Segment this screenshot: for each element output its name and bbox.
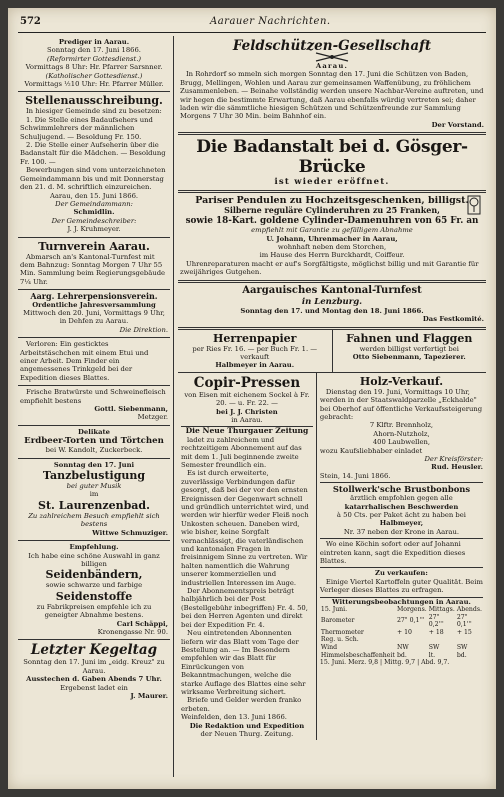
ad-line: 7 Klftr. Brennholz, — [369, 421, 434, 430]
right-column — [178, 36, 486, 777]
ad-line: 400 Laubwellen, — [372, 438, 431, 447]
table-cell: Barometer — [320, 617, 355, 625]
table-header-row — [320, 606, 483, 614]
ad-line: Vormittags 8 Uhr: Hr. Pfarrer Sarsnner. — [25, 63, 163, 72]
ad-line: Briefe und Gelder werden franko erbeten. — [181, 696, 302, 713]
ad-line: (Katholischer Gottesdienst.) — [45, 71, 143, 80]
ad-text: Verloren: Ein gesticktes Arbeitstäschchen mit einem Etui und einer Arbeit. Dem Finder ein angemessenes Trinkgeld bei der Expedition dieses Blattes. — [20, 340, 149, 382]
running-header — [20, 16, 484, 30]
ad-line: Einige Viertel Kartoffeln guter Qualität. Beim Verleger dieses Blattes zu erfragen. — [319, 577, 483, 595]
ad-bratwurst — [18, 386, 170, 426]
table-cell: 27" 0,2''' — [428, 613, 444, 629]
table-cell — [456, 636, 483, 644]
newspaper-page — [8, 8, 496, 789]
ad-line: empfiehlt mit Garantie zu gefälligem Abnahme — [251, 226, 413, 235]
ad-line: à 50 Cts. per Paket ächt zu haben bei — [336, 511, 466, 519]
table-cell: Reg. u. Sch. — [320, 636, 359, 644]
ad-line: im — [89, 490, 99, 499]
ad-line: Zu zahlreichem Besuch empfiehlt sich bestens — [28, 511, 160, 529]
weather-title: Witterungsbeobachtungen in Aarau. — [332, 597, 471, 606]
ad-title: Prediger in Aarau. — [58, 38, 130, 46]
header-rule — [18, 32, 486, 33]
ad-title: Empfehlung. — [69, 543, 119, 552]
table-row — [320, 629, 483, 637]
ad-line: Sonntag den 17. Juni 1866. — [47, 46, 141, 55]
ad-line: bei W. Kandolt, Zuckerbeck. — [45, 446, 143, 455]
ad-line: Uhrenreparaturen macht er auf's Sorgfältigste, möglichst billig und mit Garantie für zweijähriges Gutgehen. — [180, 259, 479, 277]
crossed-rifles-icon-row — [180, 52, 484, 62]
ad-lehrerpensionsverein — [18, 290, 170, 338]
ad-sermons — [18, 36, 170, 92]
ad-line: Der Abonnementspreis beträgt halbjährlich bei der Post (Bestellgebühr inbegriffen) Fr. 4. 50, bei den Herren Agenten und direkt bei der Expedition Fr. 4. — [181, 587, 308, 629]
ad-line: Sonntag den 17. Juni — [53, 460, 135, 469]
ad-line: Sonntag den 17. und Montag den 18. Juni 1866. — [240, 306, 424, 315]
ad-line: (Reformirter Gottesdienst.) — [46, 54, 142, 63]
ad-title: Die Neue Thurgauer Zeitung — [185, 426, 309, 436]
ad-title: Seidenbändern, — [45, 568, 143, 582]
table-cell: + 10 — [396, 628, 412, 636]
ad-line: Kronengasse Nr. 90. — [97, 627, 168, 636]
ad-signature: U. Johann, Uhrenmacher in Aarau, — [266, 234, 398, 243]
ad-text: In Rohrdorf so mmeln sich morgen Sonntag den 17. Juni die Schützen von Baden, Brugg, Mellingen, Wohlen und Aarau zur gemeinsamen Waffenübung, zu fröhlichem Zusammenleben. — Beinahe vollständig werden unsere Nachbar-Vereine auftreten, und wir hegen die bestimmte Erwartung, daß Aarau ebenfalls würdig vertreten sei; daher laden wir die sämmtliche hiesigen Schützen und Schützenfreunde zur Sammlung Morgens 7 Uhr 30 Min. beim Bahnhof ein. — [180, 70, 484, 121]
page-number: 572 — [20, 16, 41, 27]
ad-title: Aargauisches Kantonal-Turnfest — [242, 284, 422, 296]
ad-title: Letzter Kegeltag — [30, 642, 158, 659]
table-row — [320, 644, 483, 652]
ad-thurgauer-zeitung — [181, 427, 313, 738]
ad-holzverkauf — [320, 375, 483, 483]
ad-signature: Gottl. Siebenmann, — [94, 405, 168, 414]
table-cell: Wind — [320, 644, 338, 652]
ad-line: Ausstechen d. Gaben Abends 7 Uhr. — [26, 675, 162, 684]
ad-signature: Wittwe Schmuziger. — [92, 528, 168, 537]
weather-table-block — [320, 598, 483, 668]
ad-feldschuetzen — [178, 36, 486, 135]
ad-row-herren-fahnen — [178, 330, 486, 373]
ad-line: Ich habe eine schöne Auswahl in ganz billigen — [28, 551, 160, 568]
ad-title: Erdbeer-Torten und Törtchen — [24, 436, 164, 447]
ad-line: per Ries Fr. 16. — per Buch Fr. 1. — verkauft — [192, 344, 318, 361]
table-cell: SW — [456, 644, 468, 652]
ad-title: Seidenstoffe — [55, 589, 133, 603]
ad-kantonal-turnfest — [178, 283, 486, 330]
ad-line: katarrhalischen Beschwerden — [344, 502, 459, 511]
column-divider — [173, 36, 174, 777]
table-header-cell: Morgens. — [396, 606, 427, 614]
ad-torten — [18, 426, 170, 459]
ad-line: sowie schwarze und farbige — [45, 581, 143, 590]
running-title: Aarauer Nachrichten. — [210, 16, 331, 27]
ad-seide — [18, 541, 170, 640]
ad-badanstalt — [178, 135, 486, 193]
ad-line: Der Gemeindammann: — [55, 199, 133, 208]
ad-kegeltag — [18, 640, 170, 703]
ad-signature: Halbmeyer in Aarau. — [215, 361, 295, 370]
ad-line: Delikate — [78, 427, 110, 436]
ad-line: bei guter Musik — [66, 482, 122, 491]
ad-tanz — [18, 459, 170, 541]
ad-signature: Das Festkomité. — [422, 315, 484, 324]
ad-title: Aarg. Lehrerpensionsverein. — [30, 291, 158, 302]
ad-turnverein — [18, 238, 170, 291]
ad-verloren — [18, 338, 170, 386]
ad-line: Ahorn-Nutzholz, — [373, 429, 430, 438]
ad-signature: Die Direktion. — [119, 325, 168, 334]
ad-line: sowie 18-Kart. goldene Cylinder-Damenuhren von 65 Fr. an — [185, 215, 479, 226]
pendulum-clock-icon — [466, 195, 482, 215]
weather-table — [320, 606, 483, 659]
table-row — [320, 614, 483, 629]
ad-line: Stein, 14. Juni 1866. — [319, 471, 391, 480]
ad-signature: Otto Siebenmann, Tapezierer. — [352, 352, 466, 361]
ad-line: Sonntag den 17. Juni im „eidg. Kreuz" zu Aarau. — [23, 658, 165, 675]
ad-text: Abmarsch an's Kantonal-Turnfest mit dem Bahnzug: Sonntag Morgen 7 Uhr 55 Min. Sammlung beim Regierungsgebäude 7¼ Uhr. — [20, 252, 166, 286]
ad-copirpressen — [181, 375, 313, 428]
ad-line: Frische Bratwürste und Schweinefleisch empfiehlt bestens — [20, 388, 166, 405]
ad-signature: bei J. J. Christen — [216, 407, 278, 416]
ad-stellenausschreibung — [18, 92, 170, 237]
ad-signature: Der Vorstand. — [431, 120, 484, 129]
ad-herrenpapier — [178, 330, 332, 372]
ad-title: Tanzbelustigung — [42, 469, 146, 483]
table-cell — [396, 636, 428, 644]
ad-line: Der Gemeindeschreiber: — [51, 216, 137, 225]
table-cell: + 15 — [456, 628, 472, 636]
ad-line: In hiesiger Gemeinde sind zu besetzen: — [26, 107, 162, 116]
ad-line: Der Kreisförster: — [424, 454, 483, 463]
ad-line: von Eisen mit eichenem Sockel à Fr. 20. — u. Fr. 22. — — [184, 390, 310, 408]
ad-title: Pariser Pendulen zu Hochzeitsgeschenken, billigst. — [195, 195, 469, 207]
ad-line: 2. Die Stelle einer Aufseherin über die Badanstalt für die Mädchen. — Besoldung Fr. 100. — — [20, 141, 166, 166]
table-cell: bd. — [456, 651, 467, 659]
ad-signature: Die Redaktion und Expedition — [189, 721, 305, 730]
ad-line: Weinfelden, den 13. Juni 1866. — [181, 713, 287, 722]
table-cell: NW — [396, 644, 409, 652]
table-cell: SW — [428, 644, 440, 652]
ad-line: Aarau, den 15. Juni 1866. — [49, 191, 139, 200]
ad-row-main — [178, 373, 486, 741]
ad-line: zu Fabrikpreisen empfehle ich zu geneigter Abnahme bestens. — [36, 602, 152, 620]
table-cell: lt. — [428, 651, 436, 659]
ad-brustbonbons — [320, 483, 483, 539]
ad-text: Wo eine Köchin sofort oder auf Johanni eintreten kann, sagt die Expedition dieses Blattes. — [319, 540, 466, 566]
ad-line: Ergebenst ladet ein — [60, 683, 128, 692]
table-cell — [428, 636, 456, 644]
ad-kartoffeln — [320, 568, 483, 597]
ad-line: Ordentliche Jahresversammlung — [32, 300, 156, 309]
ad-line: im Hause des Herrn Burckhardt, Coiffeur. — [259, 251, 405, 260]
left-column — [18, 36, 170, 777]
ad-title: Turnverein Aarau. — [38, 239, 150, 253]
table-cell: Himmelsbeschaffenheit — [320, 651, 395, 659]
ad-title: Fahnen und Flaggen — [346, 331, 473, 345]
ad-title: Die Badanstalt bei d. Gösger-Brücke — [196, 137, 468, 178]
table-header-cell: Mittags. — [428, 606, 455, 614]
ad-title: Feldschützen-Gesellschaft — [232, 38, 432, 54]
ad-line: ladet zu zahlreichem und rechtzeitigem Abonnement auf das mit dem 1. Juli beginnende zweite Semester freundlich ein. — [181, 435, 302, 469]
ad-line: 1. Die Stelle eines Badaufsehers und Schwimmlehrers der männlichen Schuljugend. — Besoldung Fr. 150. — [20, 115, 153, 141]
ad-line: Vormittags ½10 Uhr: Hr. Pfarrer Müller. — [24, 80, 164, 89]
ad-line: Nr. 37 neben der Krone in Aarau. — [343, 527, 460, 536]
ad-fahnen — [332, 330, 487, 372]
ad-line: werden billigst verfertigt bei — [359, 344, 459, 353]
table-cell: Thermometer — [320, 628, 364, 636]
table-header-cell: 15. Juni. — [320, 606, 348, 614]
table-cell: 27" 0,1''' — [396, 617, 425, 625]
table-header-cell: Abends. — [456, 606, 482, 614]
ad-line: Metzger. — [137, 413, 168, 422]
table-cell: 27" 0,1''' — [456, 613, 472, 629]
table-row — [320, 636, 483, 644]
ad-signature: J. J. Kruhmeyer. — [67, 225, 121, 234]
ad-col-left — [178, 373, 316, 741]
table-cell: + 18 — [428, 628, 444, 636]
ad-subtitle: ist wieder eröffnet. — [274, 177, 390, 188]
ad-signature: Carl Schäppi, — [116, 619, 168, 628]
ad-col-right — [316, 373, 486, 741]
ad-title: Copir-Pressen — [193, 374, 301, 391]
ad-signature: Rud. Heusler. — [431, 463, 483, 472]
ad-line: ärztlich empfohlen gegen alle — [350, 494, 453, 503]
ad-signature: J. Maurer. — [130, 691, 168, 700]
ad-subtitle: Aarau. — [315, 62, 349, 70]
ad-koechin — [320, 539, 483, 568]
ad-line: wozu Kaufsliebhaber einladet — [319, 446, 423, 455]
ad-line: Silberne reguläre Cylinderuhren zu 25 Franken, — [224, 205, 440, 216]
ad-uhren — [178, 193, 486, 282]
ad-title: Stollwerk'sche Brustbonbons — [332, 484, 471, 495]
table-cell: bd. — [396, 651, 407, 659]
crossed-rifles-icon — [312, 52, 352, 62]
ad-line: Neu eintretenden Abonnenten liefern wir das Blatt vom Tage der Bestellung an. — Im Besondern empfehlen wir das Blatt für Einrückungen von Bekanntmachungen, welche die starke Auflage des Blattes eine sehr wirksame Verbreitung sichert. — [181, 629, 306, 696]
ad-signature: Schmidlin. — [73, 208, 115, 217]
ad-line: wohnhaft neben dem Storchen, — [277, 243, 387, 252]
ad-line: der Neuen Thurg. Zeitung. — [200, 729, 294, 738]
ad-signature: Halbmeyer, — [379, 519, 424, 528]
ad-line: Dienstag den 19. Juni, Vormittags 10 Uhr, werden in der Staatswaldparzelle „Eckhalde" bei Oberhof auf öffentliche Verkaufssteigerung gebracht: — [319, 387, 483, 421]
ad-title: St. Laurenzenbad. — [38, 498, 150, 512]
ad-line: Bewerbungen sind vom unterzeichneten Gemeindammann bis und mit Donnerstag den 21. d. M. schriftlich einzureichen. — [20, 166, 166, 192]
ad-subtitle: in Lenzburg. — [301, 296, 363, 307]
ad-title: Herrenpapier — [213, 331, 297, 345]
ad-title: Stellenausschreibung. — [25, 94, 163, 108]
ad-line: Es ist durch erweiterte, zuverlässige Verbindungen dafür gesorgt, daß bei der vor den ernsten Ereignissen der Gegenwart schnell und gründlich unterrichtet wird, und werden wir hierfür weder Fleiß noch Unkosten scheuen. Daneben wird, wie bisher, keine Sorgfalt vernachlässigt, die vaterländischen und kantonalen Fragen in freisinnigem Sinne zu vertreten. Wir halten namentlich die Wahrung unserer kommerziellen und industriellen Interessen im Auge. — [181, 469, 309, 587]
ad-line: in Aarau. — [231, 415, 263, 424]
table-row — [320, 652, 483, 660]
weather-footer: 15. Juni. Merz. 9,8 | Mittg. 9,7 | Abd. 9,7. — [319, 659, 450, 667]
ad-title: Zu verkaufen: — [375, 569, 428, 578]
ad-title: Holz-Verkauf. — [359, 374, 444, 388]
ad-line: Mittwoch den 20. Juni, Vormittags 9 Uhr, in Dehfen zu Aarau. — [23, 308, 165, 326]
